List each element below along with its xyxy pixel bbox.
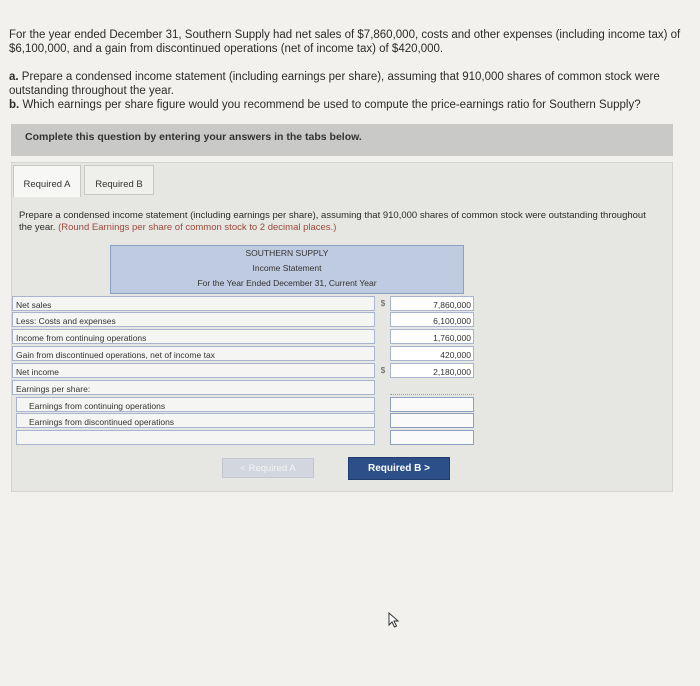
instructions-hint: (Round Earnings per share of common stock to 2 decimal places.) [58, 222, 337, 233]
tab-required-a[interactable]: Required A [13, 165, 81, 197]
row-label[interactable]: Less: Costs and expenses [12, 312, 375, 327]
part-a-label: a. [9, 71, 19, 83]
amount-field[interactable]: 420,000 [390, 346, 474, 361]
amount-field[interactable]: 7,860,000 [390, 296, 474, 311]
statement-period: For the Year Ended December 31, Current Year [197, 278, 377, 288]
instructions-text: Prepare a condensed income statement (including earnings per share), assuming that 910,000 shares of common stock were outstanding throughout the year. [19, 210, 646, 233]
eps-total-input[interactable] [390, 430, 474, 445]
part-b [9, 98, 699, 112]
statement-title: Income Statement [252, 263, 322, 273]
currency-symbol: $ [380, 366, 386, 375]
part-a-text: Prepare a condensed income statement (including earnings per share), assuming that 910,000 shares of common stock were outstanding throughout the year. [9, 71, 660, 97]
amount-field[interactable]: 6,100,000 [390, 312, 474, 327]
row-costs [12, 312, 471, 328]
instructions-banner: Complete this question by entering your answers in the tabs below. [11, 124, 673, 156]
row-eps-continuing [12, 397, 464, 413]
row-label[interactable]: Gain from discontinued operations, net of income tax [12, 346, 375, 361]
row-label[interactable]: Earnings from discontinued operations [16, 413, 375, 428]
row-eps-discontinued [12, 413, 464, 429]
row-net-sales [12, 296, 471, 312]
amount-field[interactable]: 2,180,000 [390, 363, 474, 378]
amount-field [390, 380, 474, 395]
eps-discontinued-input[interactable] [390, 413, 474, 428]
row-eps-heading [12, 380, 464, 396]
next-tab-button[interactable]: Required B > [348, 457, 450, 480]
currency-symbol [377, 329, 389, 344]
prev-tab-button[interactable]: < Required A [222, 458, 314, 478]
row-income-continuing [12, 329, 471, 345]
tab-required-b[interactable]: Required B [84, 165, 154, 195]
row-label: Earnings per share: [12, 380, 375, 395]
eps-continuing-input[interactable] [390, 397, 474, 412]
problem-intro: For the year ended December 31, Southern Supply had net sales of $7,860,000, costs and other expenses (including income tax) of $6,100,000, and a gain from discontinued operations (net of income tax) of $420,000. [9, 29, 681, 55]
amount-field[interactable]: 1,760,000 [390, 329, 474, 344]
problem-text [9, 28, 699, 112]
currency-symbol [377, 397, 389, 412]
instructions [19, 210, 659, 234]
currency-symbol [377, 380, 389, 395]
row-label[interactable]: Net income [12, 363, 375, 378]
row-label[interactable]: Income from continuing operations [12, 329, 375, 344]
currency-symbol [377, 312, 389, 327]
statement-company: SOUTHERN SUPPLY [245, 248, 329, 258]
part-a [9, 70, 699, 98]
currency-symbol: $ [380, 299, 386, 308]
currency-symbol [377, 413, 389, 428]
row-net-income [12, 363, 471, 379]
row-gain-discontinued [12, 346, 471, 362]
mouse-cursor-icon [388, 612, 400, 628]
part-b-label: b. [9, 99, 20, 111]
row-label[interactable] [16, 430, 375, 445]
currency-symbol [377, 430, 389, 445]
row-label[interactable]: Earnings from continuing operations [16, 397, 375, 412]
statement-header [110, 245, 464, 294]
row-label[interactable]: Net sales [12, 296, 375, 311]
row-eps-total [12, 430, 464, 446]
part-b-text: Which earnings per share figure would you recommend be used to compute the price-earnings ratio for Southern Supply? [22, 99, 641, 111]
currency-symbol [377, 346, 389, 361]
